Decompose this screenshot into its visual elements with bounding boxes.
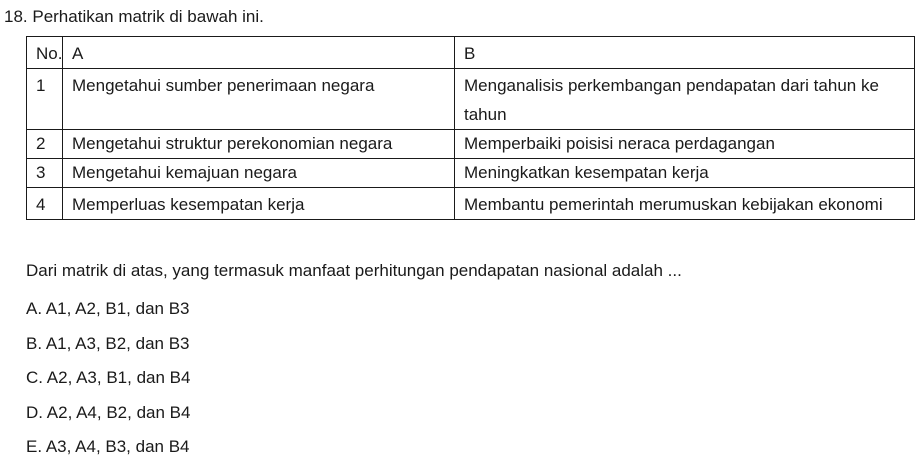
question-stem: Dari matrik di atas, yang termasuk manfaat perhitungan pendapatan nasional adalah ... (26, 261, 682, 280)
table-header-row (27, 37, 915, 69)
cell-no: 2 (27, 130, 63, 159)
cell-b: Membantu pemerintah merumuskan kebijakan ekonomi (455, 188, 915, 220)
cell-b: Menganalisis perkembangan pendapatan dari tahun ke tahun (455, 69, 915, 130)
cell-a: Mengetahui struktur perekonomian negara (63, 130, 455, 159)
cell-a: Mengetahui kemajuan negara (63, 159, 455, 188)
cell-no: 3 (27, 159, 63, 188)
question-title: 18. Perhatikan matrik di bawah ini. (4, 7, 264, 26)
cell-b: Memperbaiki poisisi neraca perdagangan (455, 130, 915, 159)
matrix-table (26, 36, 915, 220)
cell-a: Memperluas kesempatan kerja (63, 188, 455, 220)
header-no: No. (27, 37, 63, 69)
table-row (27, 69, 915, 130)
cell-a: Mengetahui sumber penerimaan negara (63, 69, 455, 130)
table-row (27, 130, 915, 159)
table-row (27, 188, 915, 220)
option-b[interactable]: B. A1, A3, B2, dan B3 (26, 333, 190, 353)
answer-options (26, 298, 190, 471)
cell-no: 1 (27, 69, 63, 130)
header-b: B (455, 37, 915, 69)
option-d[interactable]: D. A2, A4, B2, dan B4 (26, 402, 191, 422)
table-row (27, 159, 915, 188)
cell-no: 4 (27, 188, 63, 220)
header-a: A (63, 37, 455, 69)
cell-b: Meningkatkan kesempatan kerja (455, 159, 915, 188)
option-c[interactable]: C. A2, A3, B1, dan B4 (26, 368, 191, 387)
option-a[interactable]: A. A1, A2, B1, dan B3 (26, 299, 190, 318)
option-e[interactable]: E. A3, A4, B3, dan B4 (26, 437, 190, 456)
